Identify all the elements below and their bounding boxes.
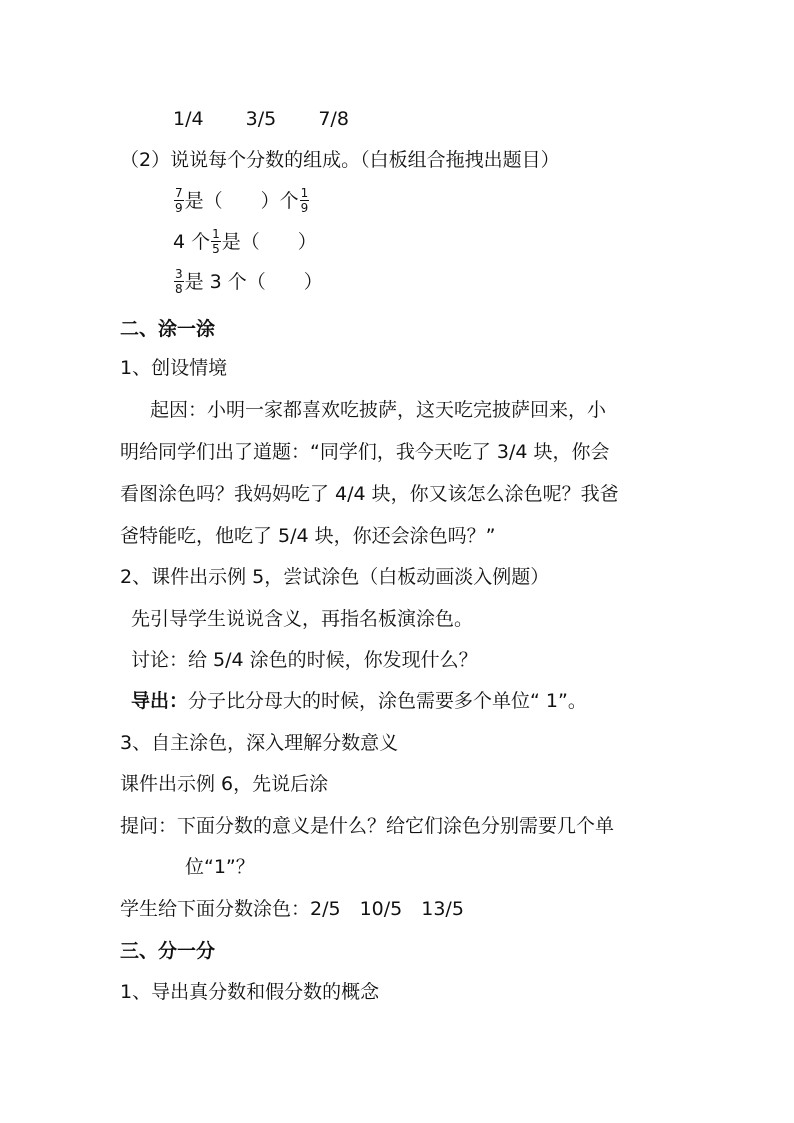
paragraph-line: 爸特能吃，他吃了 5/4 块，你还会涂色吗？”: [120, 525, 496, 547]
fraction-row-2: 4 个 $\frac{1}{5}$ 是（ ）: [173, 227, 317, 256]
paragraph-line: 导出：分子比分母大的时候，涂色需要多个单位“ 1”。: [131, 690, 587, 712]
fraction: $\frac{1}{5}$: [212, 227, 220, 256]
paragraph-line: 课件出示例 6，先说后涂: [120, 773, 329, 795]
paragraph-line: 起因：小明一家都喜欢吃披萨，这天吃完披萨回来，小: [150, 399, 607, 421]
fraction: $\frac{3}{8}$: [175, 267, 183, 296]
fraction-row-1: $\frac{7}{9}$ 是（ ）个 $\frac{1}{9}$: [175, 186, 309, 215]
paragraph-line: 位“1”？: [185, 856, 255, 878]
question-2: （2）说说每个分数的组成。（白板组合拖拽出题目）: [120, 149, 560, 171]
fraction-row-3: $\frac{3}{8}$ 是 3 个（ ）: [175, 267, 323, 296]
subsection-title: 2、课件出示例 5，尝试涂色（白板动画淡入例题）: [120, 566, 550, 588]
section-heading: 二、涂一涂: [120, 318, 216, 340]
fraction-text: 3/5: [245, 108, 277, 130]
paragraph-line: 明给同学们出了道题：“同学们，我今天吃了 3/4 块，你会: [120, 441, 610, 463]
paragraph-line: 学生给下面分数涂色：2/5 10/5 13/5: [120, 898, 464, 920]
paragraph-line: 先引导学生说说含义，再指名板演涂色。: [131, 608, 474, 630]
fractions-row: [173, 107, 349, 131]
fraction-text: 1/4: [173, 108, 204, 130]
paragraph-line: 讨论：给 5/4 涂色的时候，你发现什么？: [131, 649, 478, 671]
paragraph-line: 提问：下面分数的意义是什么？给它们涂色分别需要几个单: [120, 815, 615, 837]
paragraph-line: 看图涂色吗？我妈妈吃了 4/4 块，你又该怎么涂色呢？我爸: [120, 483, 619, 505]
section-heading: 三、分一分: [120, 940, 216, 962]
fraction: $\frac{1}{9}$: [300, 186, 309, 215]
fraction-text: 7/8: [318, 108, 349, 130]
subsection-title: 3、自主涂色，深入理解分数意义: [120, 732, 399, 754]
lead-label: 导出：: [131, 690, 189, 712]
subsection-title: 1、创设情境: [120, 357, 228, 379]
fraction: $\frac{7}{9}$: [175, 186, 183, 215]
subsection-title: 1、导出真分数和假分数的概念: [120, 981, 380, 1003]
